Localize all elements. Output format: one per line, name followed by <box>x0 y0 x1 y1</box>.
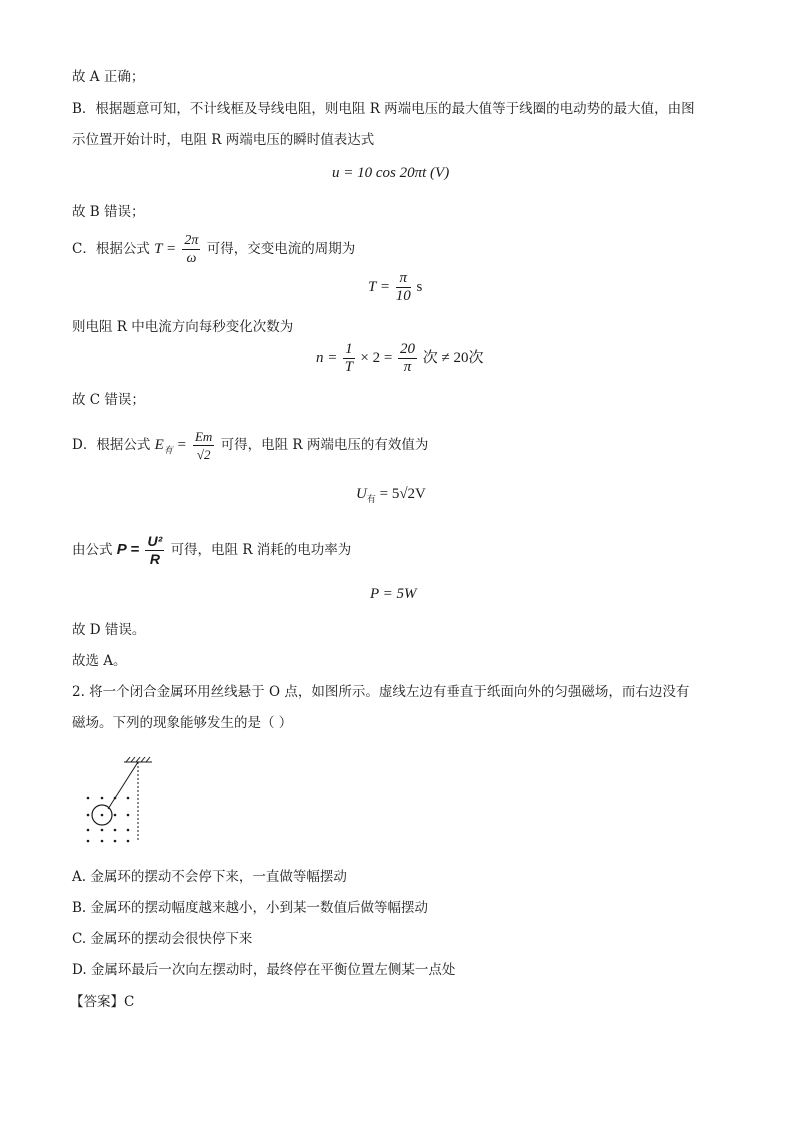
option-a[interactable]: A. 金属环的摆动不会停下来，一直做等幅摆动 <box>72 869 347 885</box>
power-formula-numerator: U² <box>147 533 163 549</box>
period-denominator: 10 <box>395 288 411 304</box>
c-wrong-line: 故 C 错误； <box>72 392 145 408</box>
effective-emf-fraction <box>193 428 214 463</box>
question-2-line2: 磁场。下列的现象能够发生的是（ ） <box>72 715 293 731</box>
option-c[interactable]: C. 金属环的摆动会很快停下来 <box>72 931 253 947</box>
period-formula-numerator: 2π <box>184 233 199 248</box>
voltage-instant-equation: u = 10 cos 20πt (V) <box>332 165 450 181</box>
answer-label: 【答案】 <box>70 994 124 1010</box>
effective-emf-denominator: √2 <box>196 447 211 462</box>
count-n: n = <box>316 349 338 366</box>
option-d[interactable]: D. 金属环最后一次向左摆动时，最终停在平衡位置左侧某一点处 <box>72 962 456 978</box>
question-2-line1: 2. 将一个闭合金属环用丝线悬于 O 点，如图所示。虚线左边有垂直于纸面向外的匀强磁场，而右边没有 <box>72 684 690 700</box>
power-value-equation: P = 5W <box>370 586 417 602</box>
p-prefix: 由公式 <box>72 542 113 558</box>
direction-change-count-equation <box>316 341 484 376</box>
count-den-2: π <box>403 359 412 375</box>
ceiling-support-hatch <box>124 757 152 762</box>
a-correct-line: 故 A 正确； <box>72 69 145 85</box>
effective-emf-symbol: E <box>154 437 164 453</box>
count-fraction-2 <box>398 341 417 376</box>
effective-voltage-symbol: U <box>356 486 367 502</box>
effective-voltage-value: = 5√2V <box>379 486 426 502</box>
c-prefix: C．根据公式 <box>72 241 150 257</box>
effective-voltage-subscript: 有 <box>366 494 376 504</box>
period-formula-fraction <box>182 232 200 267</box>
count-fraction-1 <box>343 341 355 376</box>
power-formula-denominator: R <box>149 551 160 567</box>
count-tail: 次 ≠ 20次 <box>422 349 484 366</box>
d-suffix: 可得，电阻 R 两端电压的有效值为 <box>220 437 429 453</box>
d-prefix: D．根据公式 <box>72 437 151 453</box>
option-b-explanation-line2: 示位置开始计时，电阻 R 两端电压的瞬时值表达式 <box>72 132 375 148</box>
effective-emf-lhs: $E_有$ = <box>154 437 187 455</box>
period-unit: s <box>416 278 423 295</box>
option-b[interactable]: B. 金属环的摆动幅度越来越小，小到某一数值后做等幅摆动 <box>72 900 429 916</box>
period-numerator: π <box>396 270 411 288</box>
count-num-1: 1 <box>345 341 353 357</box>
period-T: T = <box>368 278 390 295</box>
c-suffix: 可得，交变电流的周期为 <box>206 241 356 257</box>
effective-emf-subscript: 有 <box>163 445 173 455</box>
b-wrong-line: 故 B 错误； <box>72 204 145 220</box>
p-suffix: 可得，电阻 R 消耗的电功率为 <box>170 542 352 558</box>
option-c-formula-line <box>72 230 355 268</box>
power-formula-fraction <box>145 533 164 568</box>
period-formula-denominator: ω <box>186 251 197 266</box>
period-formula-lhs: T = <box>154 241 177 257</box>
power-formula-line <box>72 530 351 570</box>
choose-line: 故选 A。 <box>72 653 127 669</box>
count-num-2: 20 <box>400 341 416 357</box>
option-b-explanation-line1: B．根据题意可知，不计线框及导线电阻，则电阻 R 两端电压的最大值等于线圈的电动势的最大值，由图 <box>72 101 695 117</box>
answer-value: C <box>124 994 135 1010</box>
answer-line <box>70 993 134 1011</box>
d-wrong-line: 故 D 错误。 <box>72 622 146 638</box>
option-d-formula-line <box>72 425 428 470</box>
count-den-1: T <box>344 359 354 375</box>
pendulum-magnetic-field-figure <box>78 755 158 845</box>
effective-emf-numerator: Em <box>194 429 213 444</box>
power-formula-lhs: P = <box>116 541 140 558</box>
option-c-explanation-line2: 则电阻 R 中电流方向每秒变化次数为 <box>72 319 294 335</box>
suspension-thread <box>108 762 138 809</box>
count-times-two: × 2 = <box>360 349 393 366</box>
period-value-equation <box>368 270 422 305</box>
effective-voltage-equation <box>356 486 426 505</box>
period-fraction <box>396 270 411 305</box>
